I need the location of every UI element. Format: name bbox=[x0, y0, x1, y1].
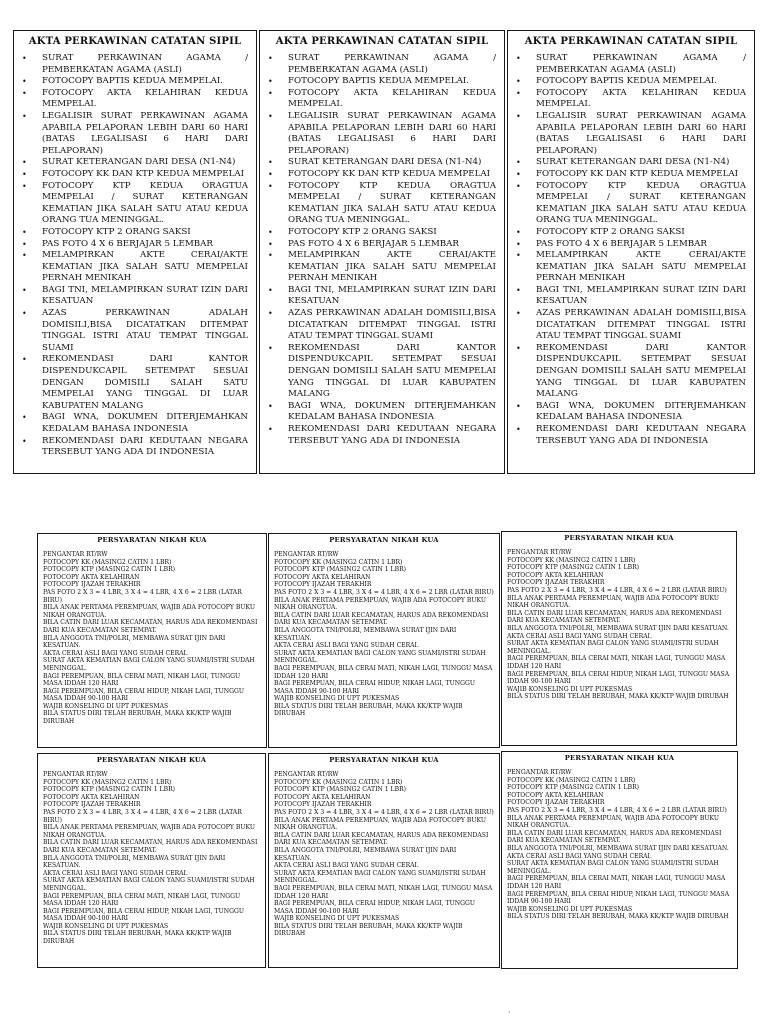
akta-requirement-item bbox=[516, 111, 746, 157]
bullet-icon: • bbox=[22, 169, 27, 179]
kua-requirement-item: BILA ANGGOTA TNI/POLRI, MEMBAWA SURAT IJIN DARI KESATUAN. bbox=[274, 626, 457, 642]
akta-requirement-text: FOTOCOPY KTP KEDUA ORAGTUA MEMPELAI / SURAT KETERANGAN KEMATIAN JIKA SALAH SATU ATAU KEDUA ORANG TUA MENINGGAL. bbox=[536, 180, 746, 226]
kua-requirement-item: BAGI PEREMPUAN, BILA CERAI HIDUP, NIKAH LAGI, TUNGGU MASA IDDAH 90-100 HARI bbox=[274, 900, 475, 915]
akta-requirement-item bbox=[22, 412, 248, 435]
akta-requirement-item bbox=[268, 157, 496, 169]
kua-requirement-item: FOTOCOPY KTP (MASING2 CATIN 1 LBR) bbox=[507, 784, 640, 792]
kua-requirement-item: FOTOCOPY AKTA KELAHIRAN bbox=[507, 791, 604, 799]
akta-requirement-item bbox=[516, 239, 746, 251]
akta-requirement-text: REKOMENDASI DARI KEDUTAAN NEGARA TERSEBUT YANG ADA DI INDONESIA bbox=[288, 424, 496, 446]
kua-requirement-item: BILA STATUS DIRI TELAH BERUBAH, MAKA KK/KTP WAJIB DIRUBAH bbox=[274, 922, 463, 938]
kua-requirement-item: PAS FOTO 2 X 3 = 4 LBR, 3 X 4 = 4 LBR, 4 X 6 = 2 LBR (LATAR BIRU) bbox=[43, 808, 242, 824]
kua-requirement-item: BILA CATIN DARI LUAR KECAMATAN, HARUS ADA REKOMENDASI DARI KUA KECAMATAN SETEMPAT. bbox=[43, 619, 258, 634]
kua-requirement-item: BILA CATIN DARI LUAR KECAMATAN, HARUS ADA REKOMENDASI DARI KUA KECAMATAN SETEMPAT. bbox=[43, 839, 258, 854]
kua-requirement-item: PAS FOTO 2 X 3 = 4 LBR, 3 X 4 = 4 LBR, 4 X 6 = 2 LBR (LATAR BIRU) bbox=[507, 586, 727, 594]
kua-requirement-item: SURAT AKTA KEMATIAN BAGI CALON YANG SUAMI/ISTRI SUDAH MENINGGAL. bbox=[43, 877, 255, 892]
kua-requirement-item: AKTA CERAI ASLI BAGI YANG SUDAH CERAI. bbox=[274, 862, 419, 870]
kua-requirement-item: SURAT AKTA KEMATIAN BAGI CALON YANG SUAMI/ISTRI SUDAH MENINGGAL. bbox=[43, 657, 255, 672]
kua-requirement-item: SURAT AKTA KEMATIAN BAGI CALON YANG SUAMI/ISTRI SUDAH MENINGGAL. bbox=[274, 649, 486, 665]
kua-card-title: PERSYARATAN NIKAH KUA bbox=[564, 754, 675, 762]
akta-requirement-item bbox=[268, 227, 496, 239]
kua-requirement-item: BILA ANGGOTA TNI/POLRI, MEMBAWA SURAT IJIN DARI KESATUAN. bbox=[507, 844, 729, 852]
kua-requirement-item: BAGI PEREMPUAN, BILA CERAI MATI, NIKAH LAGI, TUNGGU MASA IDDAH 120 HARI bbox=[274, 664, 493, 680]
kua-requirement-item: WAJIB KONSELING DI UPT PUKESMAS bbox=[507, 905, 633, 913]
kua-requirement-list bbox=[43, 771, 260, 946]
bullet-icon: • bbox=[516, 309, 521, 319]
kua-requirement-item: FOTOCOPY KTP (MASING2 CATIN 1 LBR) bbox=[274, 786, 407, 794]
akta-requirement-text: FOTOCOPY KTP 2 ORANG SAKSI bbox=[536, 226, 685, 237]
kua-requirement-item: SURAT AKTA KEMATIAN BAGI CALON YANG SUAMI/ISTRI SUDAH MENINGGAL. bbox=[507, 860, 719, 875]
kua-requirement-item: SURAT AKTA KEMATIAN BAGI CALON YANG SUAMI/ISTRI SUDAH MENINGGAL. bbox=[507, 640, 719, 655]
akta-requirement-text: REKOMENDASI DARI KANTOR DISPENDUKCAPIL SETEMPAT SESUAI DENGAN DOMISILI SALAH SATU MEMPELAI YANG TINGGAL DI LUAR KABUPATEN MALANG bbox=[42, 354, 248, 411]
akta-requirement-text: AZAS PERKAWINAN ADALAH DOMISILI,BISA DICATATKAN DITEMPAT TINGGAL ISTRI ATAU TEMPAT TINGGAL SUAMI bbox=[42, 308, 248, 353]
akta-requirement-text: FOTOCOPY BAPTIS KEDUA MEMPELAI. bbox=[536, 76, 718, 87]
akta-requirement-text: BAGI TNI, MELAMPIRKAN SURAT IZIN DARI KESATUAN bbox=[536, 284, 746, 307]
kua-requirement-item: FOTOCOPY KK (MASING2 CATIN 1 LBR) bbox=[274, 558, 403, 566]
kua-card-title: PERSYARATAN NIKAH KUA bbox=[329, 536, 439, 544]
akta-requirement-item bbox=[516, 424, 746, 447]
kua-requirement-item: PENGANTAR RT/RW bbox=[43, 771, 108, 778]
akta-requirement-item bbox=[516, 157, 746, 169]
kua-requirement-item: FOTOCOPY IJAZAH TERAKHIR bbox=[43, 581, 141, 589]
bullet-icon: • bbox=[516, 169, 521, 179]
bullet-icon: • bbox=[516, 343, 521, 353]
kua-requirement-item: BILA CATIN DARI LUAR KECAMATAN, HARUS ADA REKOMENDASI DARI KUA KECAMATAN SETEMPAT. bbox=[507, 609, 722, 625]
kua-requirement-item: AKTA CERAI ASLI BAGI YANG SUDAH CERAI. bbox=[274, 642, 419, 650]
akta-requirement-text: FOTOCOPY BAPTIS KEDUA MEMPELAI. bbox=[42, 76, 224, 87]
kua-requirement-item: BILA ANAK PERTAMA PEREMPUAN, WAJIB ADA FOTOCOPY BUKU NIKAH ORANGTUA. bbox=[43, 604, 255, 619]
bullet-icon: • bbox=[268, 251, 273, 261]
akta-requirement-item bbox=[268, 401, 496, 424]
kua-requirement-list bbox=[43, 551, 261, 726]
kua-card-6 bbox=[501, 751, 738, 969]
kua-requirement-item: AKTA CERAI ASLI BAGI YANG SUDAH CERAI. bbox=[43, 869, 188, 877]
akta-requirement-text: FOTOCOPY KTP 2 ORANG SAKSI bbox=[288, 226, 437, 237]
akta-requirement-text: FOTOCOPY KTP KEDUA ORAGTUA MEMPELAI / SURAT KETERANGAN KEMATIAN JIKA SALAH SATU ATAU KEDUA ORANG TUA MENINGGAL. bbox=[42, 180, 248, 226]
bullet-icon: • bbox=[516, 77, 521, 87]
bullet-icon: • bbox=[268, 111, 273, 121]
kua-requirement-item: BILA STATUS DIRI TELAH BERUBAH, MAKA KK/KTP WAJIB DIRUBAH bbox=[274, 702, 463, 718]
akta-requirement-text: REKOMENDASI DARI KANTOR DISPENDUKCAPIL SETEMPAT SESUAI DENGAN DOMISILI SALAH SATU MEMPELAI YANG TINGGAL DI LUAR KABUPATEN MALANG bbox=[536, 342, 746, 400]
akta-requirement-item bbox=[516, 227, 746, 239]
akta-requirement-list bbox=[268, 53, 496, 447]
akta-requirement-item bbox=[22, 88, 248, 111]
kua-requirement-list bbox=[507, 549, 731, 701]
kua-requirement-item: PAS FOTO 2 X 3 = 4 LBR, 3 X 4 = 4 LBR, 4 X 6 = 2 LBR (LATAR BIRU) bbox=[274, 808, 494, 816]
kua-requirement-item: PENGANTAR RT/RW bbox=[507, 769, 572, 776]
kua-requirement-item: BAGI PEREMPUAN, BILA CERAI HIDUP, NIKAH LAGI, TUNGGU MASA IDDAH 90-100 HARI bbox=[507, 890, 730, 906]
akta-requirement-text: MELAMPIRKAN AKTE CERAI/AKTE KEMATIAN JIKA SALAH SATU MEMPELAI PERNAH MENIKAH bbox=[536, 250, 746, 284]
kua-requirement-item: FOTOCOPY IJAZAH TERAKHIR bbox=[274, 801, 372, 809]
akta-requirement-item bbox=[268, 169, 496, 181]
kua-requirement-item: BAGI PEREMPUAN, BILA CERAI MATI, NIKAH LAGI, TUNGGU MASA IDDAH 120 HARI bbox=[507, 875, 726, 890]
bullet-icon: • bbox=[516, 111, 521, 121]
bullet-icon: • bbox=[22, 111, 27, 121]
kua-requirement-item: BILA CATIN DARI LUAR KECAMATAN, HARUS ADA REKOMENDASI DARI KUA KECAMATAN SETEMPAT. bbox=[274, 611, 489, 627]
bullet-icon: • bbox=[268, 309, 273, 319]
akta-requirement-text: FOTOCOPY AKTA KELAHIRAN KEDUA MEMPELAI. bbox=[536, 87, 746, 110]
kua-card-title: PERSYARATAN NIKAH KUA bbox=[329, 756, 439, 764]
kua-requirement-item: BILA CATIN DARI LUAR KECAMATAN, HARUS ADA REKOMENDASI DARI KUA KECAMATAN SETEMPAT. bbox=[507, 829, 722, 845]
akta-requirement-item bbox=[516, 53, 746, 76]
akta-requirement-text: AZAS PERKAWINAN ADALAH DOMISILI,BISA DICATATKAN DITEMPAT TINGGAL ISTRI ATAU TEMPAT TINGGAL SUAMI bbox=[288, 308, 496, 342]
akta-requirement-item bbox=[22, 157, 248, 169]
bullet-icon: • bbox=[22, 77, 27, 87]
akta-card-title: AKTA PERKAWINAN CATATAN SIPIL bbox=[28, 36, 242, 47]
bullet-icon: • bbox=[516, 285, 521, 295]
bullet-icon: • bbox=[268, 181, 273, 191]
bullet-icon: • bbox=[22, 355, 27, 365]
akta-requirement-item bbox=[516, 169, 746, 181]
bullet-icon: • bbox=[22, 54, 27, 63]
bullet-icon: • bbox=[516, 88, 521, 98]
kua-requirement-item: BILA ANAK PERTAMA PEREMPUAN, WAJIB ADA FOTOCOPY BUKU NIKAH ORANGTUA. bbox=[43, 824, 255, 839]
kua-requirement-item: WAJIB KONSELING DI UPT PUKESMAS bbox=[274, 915, 400, 923]
akta-requirement-text: LEGALISIR SURAT PERKAWINAN AGAMA APABILA PELAPORAN LEBIH DARI 60 HARI (BATAS LEGALISASI 6 HARI DARI PELAPORAN) bbox=[536, 110, 746, 156]
akta-card-3 bbox=[507, 30, 755, 474]
bullet-icon: • bbox=[268, 158, 273, 168]
bullet-icon: • bbox=[22, 413, 27, 423]
kua-requirement-item: BAGI PEREMPUAN, BILA CERAI MATI, NIKAH LAGI, TUNGGU MASA IDDAH 120 HARI bbox=[43, 892, 241, 908]
bullet-icon: • bbox=[516, 181, 521, 191]
bullet-icon: • bbox=[268, 169, 273, 179]
bullet-icon: • bbox=[22, 239, 27, 249]
kua-requirement-item: BILA ANAK PERTAMA PEREMPUAN, WAJIB ADA FOTOCOPY BUKU NIKAH ORANGTUA. bbox=[507, 814, 719, 830]
kua-requirement-item: FOTOCOPY KK (MASING2 CATIN 1 LBR) bbox=[507, 776, 636, 784]
akta-requirement-text: FOTOCOPY BAPTIS KEDUA MEMPELAI. bbox=[288, 76, 470, 87]
akta-requirement-item bbox=[268, 88, 496, 111]
bullet-icon: • bbox=[22, 181, 27, 191]
akta-requirement-item bbox=[268, 239, 496, 251]
akta-requirement-item bbox=[268, 308, 496, 343]
akta-requirement-text: REKOMENDASI DARI KEDUTAAN NEGARA TERSEBUT YANG ADA DI INDONESIA bbox=[42, 435, 248, 458]
kua-requirement-item: FOTOCOPY KTP (MASING2 CATIN 1 LBR) bbox=[43, 786, 176, 794]
akta-requirement-text: LEGALISIR SURAT PERKAWINAN AGAMA APABILA PELAPORAN LEBIH DARI 60 HARI (BATAS LEGALISASI 6 HARI DARI PELAPORAN) bbox=[42, 110, 248, 156]
kua-requirement-item: FOTOCOPY KTP (MASING2 CATIN 1 LBR) bbox=[507, 564, 640, 572]
page-mark: · bbox=[508, 1008, 511, 1017]
akta-requirement-item bbox=[516, 250, 746, 285]
kua-requirement-item: BILA ANGGOTA TNI/POLRI, MEMBAWA SURAT IJIN DARI KESATUAN. bbox=[43, 854, 226, 870]
akta-requirement-list bbox=[516, 53, 746, 447]
bullet-icon: • bbox=[22, 88, 27, 98]
kua-requirement-item: BAGI PEREMPUAN, BILA CERAI HIDUP, NIKAH LAGI, TUNGGU MASA IDDAH 90-100 HARI bbox=[507, 670, 730, 686]
kua-requirement-item: BILA ANGGOTA TNI/POLRI, MEMBAWA SURAT IJIN DARI KESATUAN. bbox=[274, 846, 457, 862]
akta-requirement-item bbox=[22, 181, 248, 227]
kua-requirement-item: FOTOCOPY KK (MASING2 CATIN 1 LBR) bbox=[507, 556, 636, 564]
akta-requirement-item bbox=[268, 343, 496, 401]
kua-requirement-item: PENGANTAR RT/RW bbox=[274, 551, 339, 558]
akta-card-title: AKTA PERKAWINAN CATATAN SIPIL bbox=[524, 36, 738, 47]
akta-requirement-text: MELAMPIRKAN AKTE CERAI/AKTE KEMATIAN JIKA SALAH SATU MEMPELAI PERNAH MENIKAH bbox=[42, 250, 248, 284]
kua-requirement-item: BILA CATIN DARI LUAR KECAMATAN, HARUS ADA REKOMENDASI DARI KUA KECAMATAN SETEMPAT. bbox=[274, 831, 489, 847]
kua-requirement-item: BAGI PEREMPUAN, BILA CERAI HIDUP, NIKAH LAGI, TUNGGU MASA IDDAH 90-100 HARI bbox=[274, 680, 475, 695]
bullet-icon: • bbox=[268, 54, 273, 63]
kua-requirement-item: FOTOCOPY IJAZAH TERAKHIR bbox=[274, 581, 372, 589]
akta-requirement-text: PAS FOTO 4 X 6 BERJAJAR 5 LEMBAR bbox=[536, 238, 707, 249]
kua-requirement-item: FOTOCOPY AKTA KELAHIRAN bbox=[274, 573, 371, 581]
akta-requirement-text: SURAT KETERANGAN DARI DESA (N1-N4) bbox=[536, 157, 730, 168]
kua-card-3 bbox=[501, 531, 737, 746]
akta-requirement-item bbox=[516, 285, 746, 308]
akta-card-1 bbox=[13, 30, 257, 474]
kua-requirement-item: WAJIB KONSELING DI UPT PUKESMAS bbox=[43, 702, 169, 710]
akta-requirement-text: SURAT PERKAWINAN AGAMA / PEMBERKATAN AGAMA (ASLI) bbox=[42, 53, 248, 75]
bullet-icon: • bbox=[268, 401, 273, 411]
kua-requirement-item: WAJIB KONSELING DI UPT PUKESMAS bbox=[43, 922, 169, 930]
kua-requirement-item: PENGANTAR RT/RW bbox=[274, 771, 339, 778]
akta-requirement-text: FOTOCOPY KTP KEDUA ORAGTUA MEMPELAI / SURAT KETERANGAN KEMATIAN JIKA SALAH SATU ATAU KEDUA ORANG TUA MENINGGAL. bbox=[288, 180, 496, 226]
kua-requirement-item: PAS FOTO 2 X 3 = 4 LBR, 3 X 4 = 4 LBR, 4 X 6 = 2 LBR (LATAR BIRU) bbox=[507, 806, 727, 814]
akta-requirement-text: REKOMENDASI DARI KEDUTAAN NEGARA TERSEBUT YANG ADA DI INDONESIA bbox=[536, 424, 746, 446]
akta-requirement-text: FOTOCOPY KK DAN KTP KEDUA MEMPELAI bbox=[42, 168, 245, 179]
akta-requirement-item bbox=[516, 401, 746, 424]
akta-requirement-text: REKOMENDASI DARI KANTOR DISPENDUKCAPIL SETEMPAT SESUAI DENGAN DOMISILI SALAH SATU MEMPELAI YANG TINGGAL DI LUAR KABUPATEN MALANG bbox=[288, 342, 496, 400]
bullet-icon: • bbox=[516, 239, 521, 249]
kua-requirement-item: BAGI PEREMPUAN, BILA CERAI MATI, NIKAH LAGI, TUNGGU MASA IDDAH 120 HARI bbox=[274, 884, 493, 900]
akta-card-2 bbox=[259, 30, 505, 474]
akta-requirement-item bbox=[22, 354, 248, 412]
kua-requirement-item: FOTOCOPY AKTA KELAHIRAN bbox=[274, 793, 371, 801]
akta-requirement-text: LEGALISIR SURAT PERKAWINAN AGAMA APABILA PELAPORAN LEBIH DARI 60 HARI (BATAS LEGALISASI 6 HARI DARI PELAPORAN) bbox=[288, 110, 496, 156]
kua-card-title: PERSYARATAN NIKAH KUA bbox=[97, 536, 207, 544]
kua-card-title: PERSYARATAN NIKAH KUA bbox=[96, 756, 207, 764]
kua-requirement-list bbox=[274, 551, 494, 718]
akta-requirement-item bbox=[268, 250, 496, 285]
kua-card-2 bbox=[268, 533, 500, 748]
kua-requirement-item: BILA ANGGOTA TNI/POLRI, MEMBAWA SURAT IJIN DARI KESATUAN. bbox=[43, 634, 226, 650]
kua-requirement-item: FOTOCOPY AKTA KELAHIRAN bbox=[507, 571, 604, 579]
kua-requirement-item: FOTOCOPY KK (MASING2 CATIN 1 LBR) bbox=[43, 558, 172, 566]
akta-requirement-item bbox=[268, 76, 496, 88]
akta-requirement-text: BAGI TNI, MELAMPIRKAN SURAT IZIN DARI KESATUAN bbox=[288, 284, 496, 307]
akta-requirement-text: MELAMPIRKAN AKTE CERAI/AKTE KEMATIAN JIKA SALAH SATU MEMPELAI PERNAH MENIKAH bbox=[288, 250, 496, 284]
kua-requirement-item: BILA ANGGOTA TNI/POLRI, MEMBAWA SURAT IJIN DARI KESATUAN. bbox=[507, 624, 729, 632]
kua-requirement-item: FOTOCOPY AKTA KELAHIRAN bbox=[43, 793, 140, 801]
bullet-icon: • bbox=[22, 309, 27, 319]
bullet-icon: • bbox=[268, 343, 273, 353]
kua-requirement-item: BAGI PEREMPUAN, BILA CERAI HIDUP, NIKAH LAGI, TUNGGU MASA IDDAH 90-100 HARI bbox=[43, 687, 244, 703]
kua-requirement-item: PENGANTAR RT/RW bbox=[43, 551, 108, 558]
bullet-icon: • bbox=[516, 251, 521, 261]
akta-requirement-item bbox=[22, 285, 248, 308]
akta-card-title: AKTA PERKAWINAN CATATAN SIPIL bbox=[275, 36, 489, 47]
kua-requirement-item: AKTA CERAI ASLI BAGI YANG SUDAH CERAI. bbox=[507, 632, 652, 640]
akta-requirement-list bbox=[22, 53, 248, 459]
bullet-icon: • bbox=[268, 239, 273, 249]
kua-requirement-item: PAS FOTO 2 X 3 = 4 LBR, 3 X 4 = 4 LBR, 4 X 6 = 2 LBR (LATAR BIRU) bbox=[274, 588, 494, 596]
kua-requirement-item: WAJIB KONSELING DI UPT PUKESMAS bbox=[274, 695, 400, 703]
kua-requirement-item: WAJIB KONSELING DI UPT PUKESMAS bbox=[507, 685, 633, 693]
akta-requirement-text: PAS FOTO 4 X 6 BERJAJAR 5 LEMBAR bbox=[42, 238, 213, 249]
kua-card-4 bbox=[37, 753, 266, 968]
akta-requirement-text: FOTOCOPY AKTA KELAHIRAN KEDUA MEMPELAI. bbox=[42, 87, 248, 110]
bullet-icon: • bbox=[268, 77, 273, 87]
akta-requirement-item bbox=[22, 111, 248, 157]
akta-requirement-text: SURAT PERKAWINAN AGAMA / PEMBERKATAN AGAMA (ASLI) bbox=[536, 53, 746, 75]
akta-requirement-item bbox=[516, 308, 746, 343]
bullet-icon: • bbox=[516, 158, 521, 168]
akta-requirement-item bbox=[22, 308, 248, 354]
kua-requirement-item: FOTOCOPY IJAZAH TERAKHIR bbox=[507, 579, 605, 587]
kua-requirement-item: BILA STATUS DIRI TELAH BERUBAH, MAKA KK/KTP WAJIB DIRUBAH bbox=[43, 710, 232, 726]
bullet-icon: • bbox=[268, 425, 273, 434]
kua-requirement-item: PAS FOTO 2 X 3 = 4 LBR, 3 X 4 = 4 LBR, 4 X 6 = 2 LBR (LATAR BIRU) bbox=[43, 588, 242, 604]
akta-requirement-text: AZAS PERKAWINAN ADALAH DOMISILI,BISA DICATATKAN DITEMPAT TINGGAL ISTRI ATAU TEMPAT TINGGAL SUAMI bbox=[536, 308, 746, 342]
akta-requirement-item bbox=[22, 227, 248, 239]
akta-requirement-item bbox=[22, 436, 248, 459]
kua-requirement-item: BAGI PEREMPUAN, BILA CERAI MATI, NIKAH LAGI, TUNGGU MASA IDDAH 120 HARI bbox=[507, 655, 726, 670]
bullet-icon: • bbox=[268, 88, 273, 98]
kua-card-5 bbox=[268, 753, 500, 968]
kua-requirement-item: BILA STATUS DIRI TELAH BERUBAH, MAKA KK/KTP WAJIB DIRUBAH bbox=[507, 693, 729, 701]
akta-requirement-text: FOTOCOPY AKTA KELAHIRAN KEDUA MEMPELAI. bbox=[288, 87, 496, 110]
akta-requirement-item bbox=[22, 53, 248, 76]
kua-requirement-item: AKTA CERAI ASLI BAGI YANG SUDAH CERAI. bbox=[43, 649, 188, 657]
akta-requirement-item bbox=[268, 285, 496, 308]
bullet-icon: • bbox=[22, 285, 27, 295]
akta-requirement-item bbox=[516, 88, 746, 111]
bullet-icon: • bbox=[268, 227, 273, 237]
bullet-icon: • bbox=[516, 401, 521, 411]
bullet-icon: • bbox=[268, 285, 273, 295]
akta-requirement-text: BAGI WNA, DOKUMEN DITERJEMAHKAN KEDALAM BAHASA INDONESIA bbox=[42, 412, 248, 434]
kua-requirement-item: FOTOCOPY KTP (MASING2 CATIN 1 LBR) bbox=[274, 566, 407, 574]
bullet-icon: • bbox=[22, 436, 27, 446]
kua-requirement-item: BAGI PEREMPUAN, BILA CERAI MATI, NIKAH LAGI, TUNGGU MASA IDDAH 120 HARI bbox=[43, 672, 241, 688]
kua-requirement-item: PENGANTAR RT/RW bbox=[507, 549, 572, 556]
akta-requirement-text: SURAT PERKAWINAN AGAMA / PEMBERKATAN AGAMA (ASLI) bbox=[288, 53, 496, 75]
kua-requirement-item: FOTOCOPY KK (MASING2 CATIN 1 LBR) bbox=[274, 778, 403, 786]
kua-requirement-list bbox=[507, 769, 732, 921]
akta-requirement-text: BAGI TNI, MELAMPIRKAN SURAT IZIN DARI KESATUAN bbox=[42, 284, 248, 307]
kua-requirement-item: SURAT AKTA KEMATIAN BAGI CALON YANG SUAMI/ISTRI SUDAH MENINGGAL. bbox=[274, 869, 486, 885]
akta-requirement-item bbox=[268, 424, 496, 447]
kua-requirement-item: BILA ANAK PERTAMA PEREMPUAN, WAJIB ADA FOTOCOPY BUKU NIKAH ORANGTUA. bbox=[274, 596, 486, 612]
akta-requirement-item bbox=[268, 181, 496, 227]
akta-requirement-text: FOTOCOPY KTP 2 ORANG SAKSI bbox=[42, 226, 191, 237]
kua-requirement-item: FOTOCOPY KTP (MASING2 CATIN 1 LBR) bbox=[43, 566, 176, 574]
akta-requirement-text: FOTOCOPY KK DAN KTP KEDUA MEMPELAI bbox=[288, 168, 491, 179]
akta-requirement-item bbox=[22, 169, 248, 181]
bullet-icon: • bbox=[516, 227, 521, 237]
kua-requirement-item: BILA ANAK PERTAMA PEREMPUAN, WAJIB ADA FOTOCOPY BUKU NIKAH ORANGTUA. bbox=[507, 594, 719, 610]
kua-requirement-item: BILA ANAK PERTAMA PEREMPUAN, WAJIB ADA FOTOCOPY BUKU NIKAH ORANGTUA. bbox=[274, 816, 486, 832]
kua-requirement-item: FOTOCOPY AKTA KELAHIRAN bbox=[43, 573, 140, 581]
akta-requirement-item bbox=[22, 76, 248, 88]
kua-requirement-item: FOTOCOPY IJAZAH TERAKHIR bbox=[507, 799, 605, 807]
bullet-icon: • bbox=[22, 251, 27, 261]
bullet-icon: • bbox=[516, 54, 521, 63]
akta-requirement-item bbox=[516, 343, 746, 401]
akta-requirement-item bbox=[268, 111, 496, 157]
akta-requirement-text: PAS FOTO 4 X 6 BERJAJAR 5 LEMBAR bbox=[288, 238, 459, 249]
akta-requirement-item bbox=[516, 76, 746, 88]
kua-card-1 bbox=[37, 533, 267, 748]
akta-requirement-item bbox=[22, 250, 248, 285]
kua-requirement-item: BILA STATUS DIRI TELAH BERUBAH, MAKA KK/KTP WAJIB DIRUBAH bbox=[43, 930, 232, 946]
kua-requirement-item: FOTOCOPY KK (MASING2 CATIN 1 LBR) bbox=[43, 778, 172, 786]
kua-requirement-item: FOTOCOPY IJAZAH TERAKHIR bbox=[43, 801, 141, 809]
akta-requirement-text: FOTOCOPY KK DAN KTP KEDUA MEMPELAI bbox=[536, 168, 739, 179]
akta-requirement-item bbox=[22, 239, 248, 251]
kua-card-title: PERSYARATAN NIKAH KUA bbox=[564, 534, 674, 542]
akta-requirement-item bbox=[516, 181, 746, 227]
akta-requirement-text: BAGI WNA, DOKUMEN DITERJEMAHKAN KEDALAM BAHASA INDONESIA bbox=[288, 400, 496, 423]
kua-requirement-list bbox=[274, 771, 494, 938]
kua-requirement-item: AKTA CERAI ASLI BAGI YANG SUDAH CERAI. bbox=[507, 852, 652, 860]
akta-requirement-text: BAGI WNA, DOKUMEN DITERJEMAHKAN KEDALAM BAHASA INDONESIA bbox=[536, 400, 746, 423]
bullet-icon: • bbox=[22, 158, 27, 168]
akta-requirement-text: SURAT KETERANGAN DARI DESA (N1-N4) bbox=[42, 157, 236, 168]
kua-requirement-item: BILA STATUS DIRI TELAH BERUBAH, MAKA KK/KTP WAJIB DIRUBAH bbox=[507, 913, 729, 921]
akta-requirement-text: SURAT KETERANGAN DARI DESA (N1-N4) bbox=[288, 157, 482, 168]
bullet-icon: • bbox=[22, 227, 27, 237]
bullet-icon: • bbox=[516, 425, 521, 434]
akta-requirement-item bbox=[268, 53, 496, 76]
kua-requirement-item: BAGI PEREMPUAN, BILA CERAI HIDUP, NIKAH LAGI, TUNGGU MASA IDDAH 90-100 HARI bbox=[43, 907, 244, 923]
